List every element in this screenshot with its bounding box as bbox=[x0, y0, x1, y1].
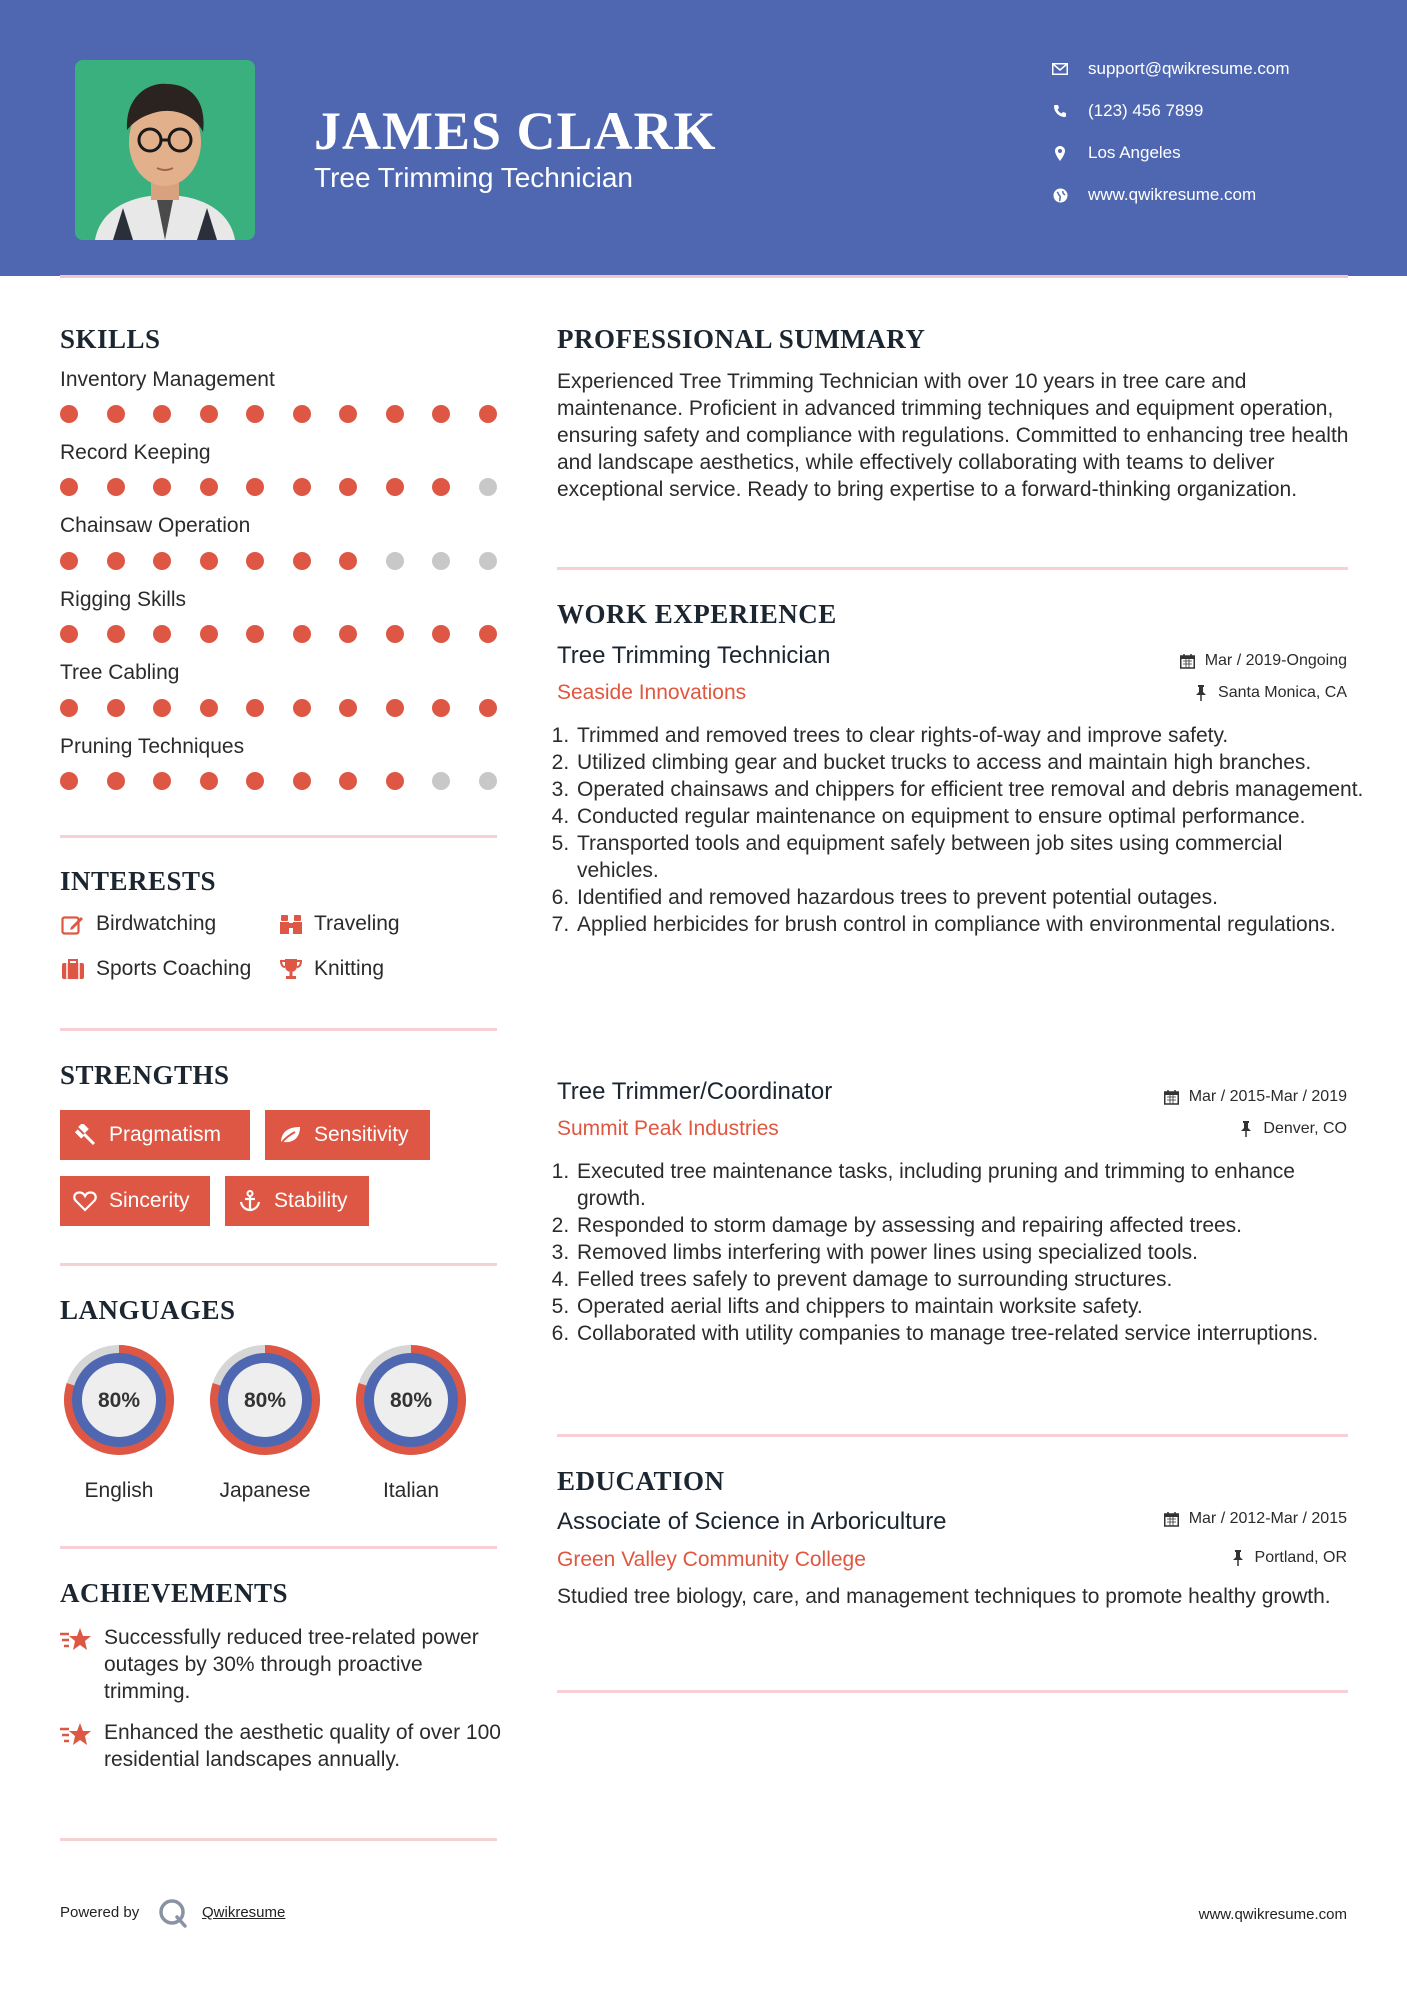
school-name: Green Valley Community College bbox=[557, 1548, 866, 1571]
section-divider bbox=[60, 1028, 497, 1031]
education-heading: EDUCATION bbox=[557, 1466, 725, 1496]
job-location-text: Santa Monica, CA bbox=[1218, 684, 1347, 701]
profile-photo bbox=[75, 60, 255, 240]
skill-dot-filled bbox=[107, 625, 125, 643]
duty-item: 7. Applied herbicides for brush control in compliance with environmental regulations. bbox=[575, 911, 1365, 938]
job-dates-text: Mar / 2019-Ongoing bbox=[1204, 652, 1347, 669]
skill-dot-filled bbox=[246, 405, 264, 423]
skill-dot-filled bbox=[432, 405, 450, 423]
pencil-square-icon bbox=[60, 911, 86, 937]
degree-title: Associate of Science in Arboriculture bbox=[557, 1508, 947, 1535]
skill-dot-filled bbox=[153, 772, 171, 790]
envelope-icon bbox=[1050, 59, 1070, 79]
job-title: Tree Trimmer/Coordinator bbox=[557, 1078, 833, 1105]
skill-dot-filled bbox=[479, 625, 497, 643]
strength-badge bbox=[225, 1176, 369, 1226]
qwikresume-link[interactable]: Qwikresume bbox=[202, 1904, 286, 1921]
skill-dot-filled bbox=[339, 478, 357, 496]
education-location bbox=[1229, 1549, 1347, 1567]
skill-label: Inventory Management bbox=[60, 368, 275, 391]
section-divider bbox=[60, 1263, 497, 1266]
map-pin-icon bbox=[1050, 143, 1070, 163]
languages-heading: LANGUAGES bbox=[60, 1295, 236, 1325]
interests-heading: INTERESTS bbox=[60, 866, 217, 896]
language-name: English bbox=[84, 1479, 154, 1502]
gavel-icon bbox=[73, 1123, 97, 1147]
skill-dot-filled bbox=[200, 478, 218, 496]
skill-dot-filled bbox=[107, 405, 125, 423]
skill-label: Tree Cabling bbox=[60, 661, 180, 684]
duty-item: 3. Operated chainsaws and chippers for efficient tree removal and debris management. bbox=[575, 776, 1365, 803]
calendar-icon bbox=[1179, 652, 1197, 670]
language-percent: 80% bbox=[97, 1389, 141, 1412]
heart-icon bbox=[73, 1189, 97, 1213]
skill-dot-filled bbox=[246, 478, 264, 496]
interest-label: Knitting bbox=[314, 957, 385, 980]
job-dates bbox=[1179, 652, 1347, 670]
interest-label: Traveling bbox=[314, 912, 400, 935]
strength-label: Sincerity bbox=[109, 1189, 190, 1212]
education-description: Studied tree biology, care, and management techniques to promote healthy growth. bbox=[557, 1585, 1331, 1608]
skill-dot-filled bbox=[153, 699, 171, 717]
skill-dot-filled bbox=[293, 405, 311, 423]
job-duties-list bbox=[557, 1158, 1365, 1347]
skill-dot-filled bbox=[339, 405, 357, 423]
language-name: Japanese bbox=[219, 1479, 311, 1502]
duty-item: 1. Executed tree maintenance tasks, including pruning and trimming to enhance growth. bbox=[575, 1158, 1365, 1212]
candidate-title: Tree Trimming Technician bbox=[314, 162, 634, 193]
strength-label: Pragmatism bbox=[109, 1123, 222, 1146]
company-name: Summit Peak Industries bbox=[557, 1117, 779, 1140]
language-proficiency-ring bbox=[204, 1339, 326, 1461]
job-dates-text: Mar / 2015-Mar / 2019 bbox=[1188, 1088, 1347, 1105]
education-dates bbox=[1163, 1510, 1347, 1528]
language-proficiency-ring bbox=[350, 1339, 472, 1461]
skill-dot-filled bbox=[339, 699, 357, 717]
contact-website-text: www.qwikresume.com bbox=[1088, 185, 1257, 204]
duty-item: 3. Removed limbs interfering with power lines using specialized tools. bbox=[575, 1239, 1365, 1266]
skill-label: Pruning Techniques bbox=[60, 735, 245, 758]
skills-heading: SKILLS bbox=[60, 324, 161, 354]
skill-dot-empty bbox=[479, 478, 497, 496]
skill-dot-filled bbox=[386, 405, 404, 423]
skill-dot-filled bbox=[107, 699, 125, 717]
skill-dot-filled bbox=[386, 699, 404, 717]
skill-dot-filled bbox=[339, 552, 357, 570]
skill-dot-filled bbox=[386, 478, 404, 496]
duty-item: 4. Conducted regular maintenance on equipment to ensure optimal performance. bbox=[575, 803, 1365, 830]
phone-icon bbox=[1050, 101, 1070, 121]
qwikresume-logo-icon bbox=[157, 1897, 189, 1929]
skill-dot-filled bbox=[293, 478, 311, 496]
skill-rating bbox=[60, 698, 500, 718]
duty-item: 5. Operated aerial lifts and chippers to maintain worksite safety. bbox=[575, 1293, 1365, 1320]
skill-label: Record Keeping bbox=[60, 441, 211, 464]
achievement-text: Enhanced the aesthetic quality of over 100 residential landscapes annually. bbox=[104, 1721, 501, 1771]
skill-dot-filled bbox=[60, 405, 78, 423]
globe-icon bbox=[1050, 185, 1070, 205]
achievements-heading: ACHIEVEMENTS bbox=[60, 1578, 289, 1608]
skill-dot-filled bbox=[60, 478, 78, 496]
powered-by-text: Powered by bbox=[60, 1904, 140, 1921]
section-divider bbox=[60, 1546, 497, 1549]
anchor-icon bbox=[238, 1189, 262, 1213]
skill-dot-filled bbox=[339, 625, 357, 643]
section-divider bbox=[60, 835, 497, 838]
interest-item bbox=[278, 911, 400, 937]
skill-dot-empty bbox=[386, 552, 404, 570]
contact-phone-text: (123) 456 7899 bbox=[1088, 101, 1204, 120]
skill-dot-filled bbox=[293, 552, 311, 570]
skill-dot-filled bbox=[60, 699, 78, 717]
skill-rating bbox=[60, 771, 500, 791]
contact-website[interactable] bbox=[1050, 180, 1256, 210]
skill-dot-filled bbox=[200, 772, 218, 790]
skill-dot-filled bbox=[479, 405, 497, 423]
contact-email-text: support@qwikresume.com bbox=[1088, 59, 1290, 78]
duty-item: 6. Identified and removed hazardous trees to prevent potential outages. bbox=[575, 884, 1365, 911]
job-dates bbox=[1163, 1088, 1347, 1106]
strengths-heading: STRENGTHS bbox=[60, 1060, 230, 1090]
skill-dot-filled bbox=[386, 772, 404, 790]
skill-dot-filled bbox=[293, 699, 311, 717]
skill-rating bbox=[60, 551, 500, 571]
binoculars-icon bbox=[278, 911, 304, 937]
section-divider bbox=[557, 1434, 1348, 1437]
strength-badge bbox=[60, 1176, 210, 1226]
header-banner bbox=[0, 0, 1407, 276]
contact-phone[interactable] bbox=[1050, 96, 1203, 126]
skill-dot-filled bbox=[246, 699, 264, 717]
job-location bbox=[1192, 684, 1347, 702]
interest-item bbox=[60, 956, 251, 982]
skill-dot-filled bbox=[479, 699, 497, 717]
duty-item: 6. Collaborated with utility companies to manage tree-related service interruptions. bbox=[575, 1320, 1365, 1347]
education-location-text: Portland, OR bbox=[1254, 1549, 1347, 1566]
skill-dot-filled bbox=[153, 552, 171, 570]
duty-item: 4. Felled trees safely to prevent damage to surrounding structures. bbox=[575, 1266, 1365, 1293]
skill-dot-filled bbox=[246, 625, 264, 643]
leaf-icon bbox=[278, 1123, 302, 1147]
contact-location bbox=[1050, 138, 1181, 168]
job-location bbox=[1237, 1120, 1347, 1138]
skill-dot-filled bbox=[153, 625, 171, 643]
language-percent: 80% bbox=[243, 1389, 287, 1412]
section-divider bbox=[557, 1690, 1348, 1693]
skill-dot-empty bbox=[479, 772, 497, 790]
strength-badge bbox=[60, 1110, 250, 1160]
skill-dot-filled bbox=[432, 625, 450, 643]
skill-dot-filled bbox=[107, 772, 125, 790]
skill-dot-filled bbox=[153, 405, 171, 423]
skill-dot-filled bbox=[432, 478, 450, 496]
profile-portrait-image bbox=[75, 60, 255, 240]
skill-dot-filled bbox=[200, 405, 218, 423]
skill-dot-filled bbox=[153, 478, 171, 496]
job-duties-list bbox=[557, 722, 1365, 938]
skill-rating bbox=[60, 477, 500, 497]
section-divider bbox=[60, 1838, 497, 1841]
header-divider bbox=[60, 275, 1348, 278]
skill-dot-filled bbox=[200, 552, 218, 570]
skill-dot-filled bbox=[200, 625, 218, 643]
education-dates-text: Mar / 2012-Mar / 2015 bbox=[1188, 1510, 1347, 1527]
skill-rating bbox=[60, 404, 500, 424]
skill-dot-filled bbox=[107, 478, 125, 496]
duty-item: 5. Transported tools and equipment safely between job sites using commercial vehicles. bbox=[575, 830, 1365, 884]
job-title: Tree Trimming Technician bbox=[557, 642, 831, 669]
skill-dot-filled bbox=[293, 625, 311, 643]
duty-item: 2. Responded to storm damage by assessing and repairing affected trees. bbox=[575, 1212, 1365, 1239]
calendar-icon bbox=[1163, 1088, 1181, 1106]
duty-item: 1. Trimmed and removed trees to clear rights-of-way and improve safety. bbox=[575, 722, 1365, 749]
company-name: Seaside Innovations bbox=[557, 681, 747, 704]
skill-dot-filled bbox=[386, 625, 404, 643]
skill-dot-filled bbox=[246, 552, 264, 570]
pushpin-icon bbox=[1229, 1549, 1247, 1567]
summary-heading: PROFESSIONAL SUMMARY bbox=[557, 324, 926, 354]
interest-label: Sports Coaching bbox=[96, 957, 252, 980]
skill-dot-filled bbox=[60, 625, 78, 643]
skill-dot-filled bbox=[339, 772, 357, 790]
interest-item bbox=[60, 911, 216, 937]
experience-heading: WORK EXPERIENCE bbox=[557, 599, 837, 629]
pushpin-icon bbox=[1237, 1120, 1255, 1138]
section-divider bbox=[557, 567, 1348, 570]
skill-dot-empty bbox=[432, 772, 450, 790]
summary-text: Experienced Tree Trimming Technician with over 10 years in tree care and maintenance. Proficient in advanced trimming techniques and equipment operation, ensuring safety and compliance with regulations. Committed to enhancing tree health and landscape aesthetics, while effectively collaborating with teams to deliver exceptional service. Ready to bring expertise to a forward-thinking organization. bbox=[557, 370, 1349, 501]
strength-badge bbox=[265, 1110, 430, 1160]
pushpin-icon bbox=[1192, 684, 1210, 702]
strength-label: Stability bbox=[274, 1189, 348, 1212]
job-location-text: Denver, CO bbox=[1263, 1120, 1347, 1137]
duty-item: 2. Utilized climbing gear and bucket trucks to access and maintain high branches. bbox=[575, 749, 1365, 776]
skill-label: Chainsaw Operation bbox=[60, 514, 251, 537]
strength-label: Sensitivity bbox=[314, 1123, 409, 1146]
star-achievement-icon bbox=[60, 1626, 92, 1654]
skill-dot-filled bbox=[60, 772, 78, 790]
briefcase-icon bbox=[60, 956, 86, 982]
skill-dot-filled bbox=[293, 772, 311, 790]
skill-dot-filled bbox=[432, 699, 450, 717]
skill-dot-filled bbox=[200, 699, 218, 717]
skill-dot-empty bbox=[479, 552, 497, 570]
skill-rating bbox=[60, 624, 500, 644]
interest-label: Birdwatching bbox=[96, 912, 217, 935]
skill-dot-filled bbox=[60, 552, 78, 570]
language-item bbox=[204, 1339, 326, 1502]
skill-label: Rigging Skills bbox=[60, 588, 187, 611]
skill-dot-empty bbox=[432, 552, 450, 570]
language-percent: 80% bbox=[389, 1389, 433, 1412]
footer-website-link[interactable]: www.qwikresume.com bbox=[1198, 1906, 1347, 1923]
language-item bbox=[350, 1339, 472, 1502]
language-name: Italian bbox=[382, 1479, 440, 1502]
language-item bbox=[58, 1339, 180, 1502]
language-proficiency-ring bbox=[58, 1339, 180, 1461]
interest-item bbox=[278, 956, 384, 982]
trophy-icon bbox=[278, 956, 304, 982]
skill-dot-filled bbox=[107, 552, 125, 570]
contact-location-text: Los Angeles bbox=[1088, 143, 1181, 162]
calendar-icon bbox=[1163, 1510, 1181, 1528]
star-achievement-icon bbox=[60, 1721, 92, 1749]
contact-email[interactable] bbox=[1050, 54, 1290, 84]
skill-dot-filled bbox=[246, 772, 264, 790]
candidate-name: JAMES CLARK bbox=[314, 101, 717, 161]
achievement-text: Successfully reduced tree-related power outages by 30% through proactive trimming. bbox=[104, 1626, 479, 1703]
